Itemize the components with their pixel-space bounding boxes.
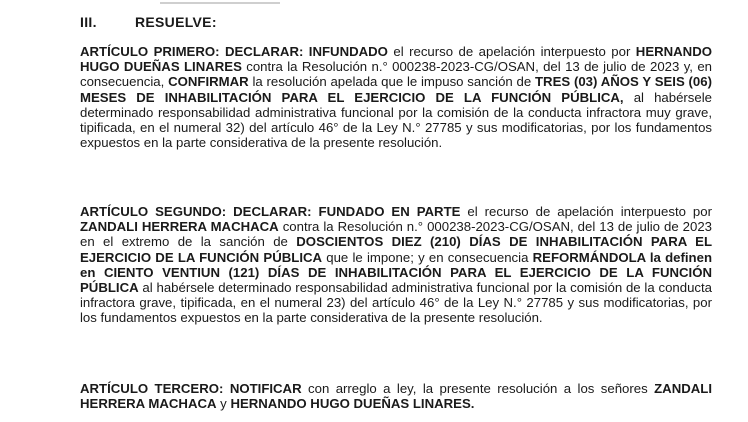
art2-text: que le impone; y en consecuencia	[322, 249, 533, 265]
art1-text: al habérsele determinado responsabilidad administrativa funcional por la comisión de la conducta infractora muy grave, tipificada, en el numeral 32) del artículo 46° de la Ley N.° 27785 y sus modificatorias, por los fundamentos expuestos en la parte considerativa de la presente resolución.	[80, 89, 712, 151]
art1-text: el recurso de apelación interpuesto por	[387, 44, 636, 59]
art2-text: al habérsele determinado responsabilidad administrativa funcional por la comisión de la conducta infractora grave, tipificada, en el numeral 23) del artículo 46° de la Ley N.° 27785 y sus modificatorias, por los fundamentos expuestos en la parte considerativa de la presente resolución.	[80, 280, 712, 326]
art1-confirmar: CONFIRMAR	[168, 74, 249, 90]
bleed-through-mark	[160, 0, 280, 4]
art1-appellant: HERNANDO HUGO DUEÑAS LINARES	[80, 44, 712, 75]
section-title: RESUELVE:	[135, 14, 217, 30]
section-number: III.	[80, 14, 97, 30]
scan-edge	[0, 0, 748, 8]
art3-text: y	[216, 396, 231, 412]
art2-heading: ARTÍCULO SEGUNDO: DECLARAR: FUNDADO EN PARTE	[80, 204, 461, 219]
art1-text: la resolución apelada que le impuso sanción de	[248, 74, 535, 90]
art1-sanction: TRES (03) AÑOS Y SEIS (06) MESES DE INHABILITACIÓN PARA EL EJERCICIO DE LA FUNCIÓN PÚBLICA,	[80, 74, 712, 105]
article-primero	[80, 44, 712, 150]
art3-text: con arreglo a ley, la presente resolución a los señores	[301, 381, 655, 396]
article-tercero	[80, 381, 712, 411]
art2-text: el recurso de apelación interpuesto por	[460, 204, 712, 219]
art2-text: contra la Resolución n.° 000238-2023-CG/OSAN, del 13 de julio de 2023 en el extremo de la sanción de	[80, 219, 712, 250]
art1-text: contra la Resolución n.° 000238-2023-CG/OSAN, del 13 de julio de 2023 y, en consecuencia,	[80, 59, 713, 90]
art2-sanction: DOSCIENTOS DIEZ (210) DÍAS DE INHABILITACIÓN PARA EL EJERCICIO DE LA FUNCIÓN PÚBLICA	[80, 234, 712, 265]
art2-appellant: ZANDALI HERRERA MACHACA	[80, 219, 279, 235]
section-heading	[80, 14, 217, 30]
art2-reform: REFORMÁNDOLA la definen en CIENTO VENTIUN (121) DÍAS DE INHABILITACIÓN PARA EL EJERCICIO DE LA FUNCIÓN PÚBLICA	[80, 249, 712, 296]
art3-person-1: ZANDALI HERRERA MACHACA	[80, 381, 712, 412]
art3-person-2: HERNANDO HUGO DUEÑAS LINARES.	[230, 396, 475, 412]
article-segundo	[80, 204, 712, 326]
art3-heading: ARTÍCULO TERCERO: NOTIFICAR	[80, 381, 302, 396]
art1-heading: ARTÍCULO PRIMERO: DECLARAR: INFUNDADO	[80, 44, 388, 59]
